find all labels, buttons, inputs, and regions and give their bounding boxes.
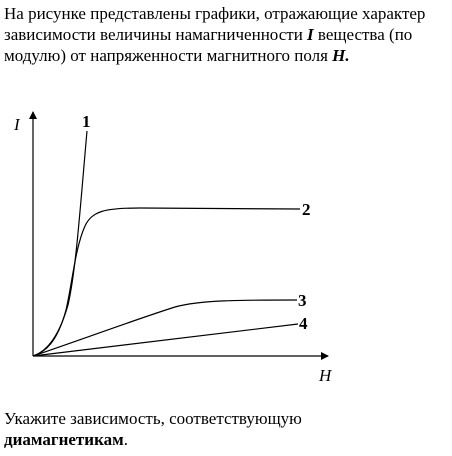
curve-2-label: 2 — [302, 200, 311, 219]
question-part-3: . — [345, 46, 350, 65]
task-end: . — [123, 430, 128, 449]
x-axis-label: H — [319, 366, 332, 385]
field-strength-symbol: H — [332, 46, 346, 65]
curve-3-label: 3 — [298, 291, 307, 310]
y-axis-label: I — [14, 115, 20, 134]
curve-2 — [33, 208, 300, 356]
question-part-2: вещества (по модулю) от напряженности магнитного поля — [4, 25, 413, 65]
question-text — [4, 3, 448, 66]
magnetization-graph — [0, 100, 452, 400]
curve-4 — [33, 324, 298, 356]
curve-1-label: 1 — [82, 112, 91, 131]
question-part-1: На рисунке представлены графики, отражающие характер зависимости величины намагниченности — [4, 4, 426, 44]
task-part-1: Укажите зависимость, соответствующую — [4, 409, 302, 428]
task-emphasis: диамагнетикам — [4, 430, 124, 449]
curve-3 — [33, 300, 297, 356]
task-text — [4, 408, 448, 450]
magnetization-symbol: I — [307, 25, 314, 44]
curve-4-label: 4 — [299, 314, 308, 333]
